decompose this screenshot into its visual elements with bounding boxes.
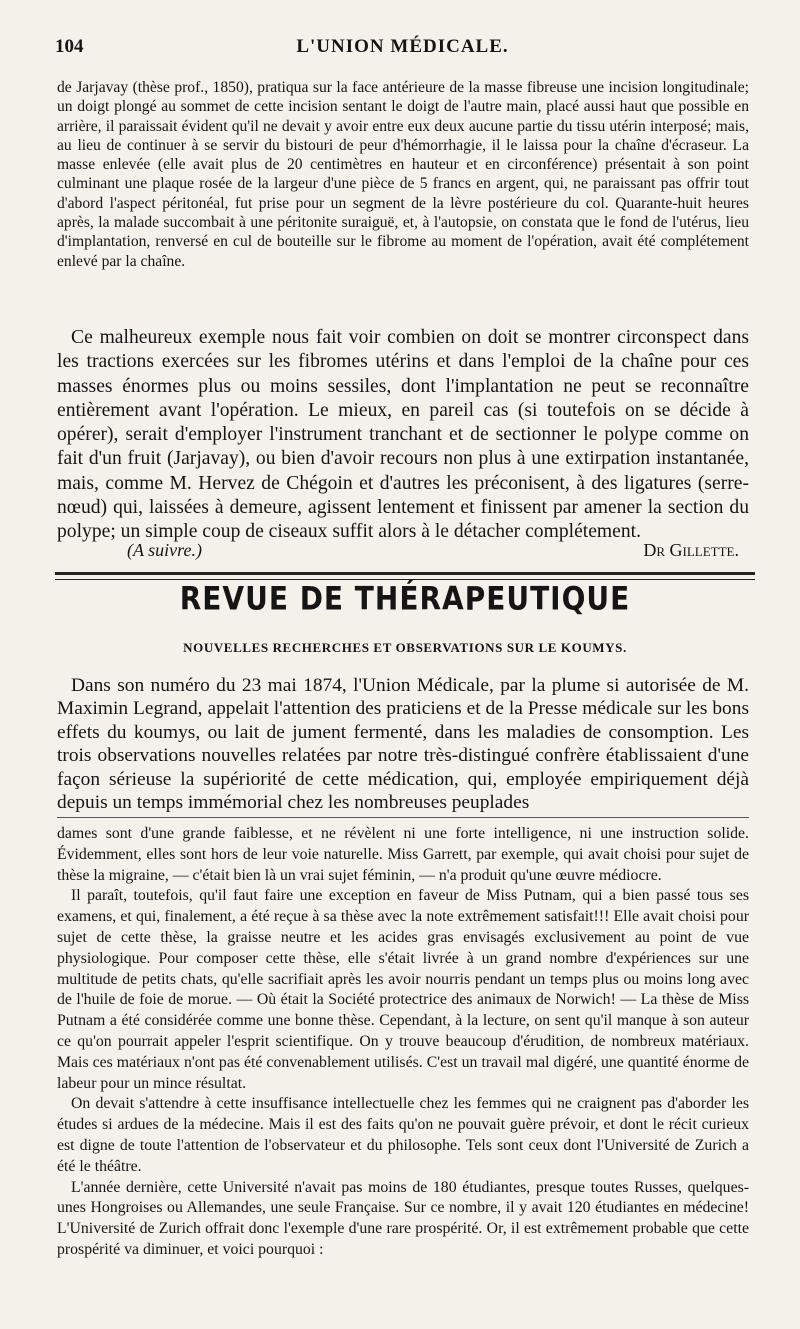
therapeutics-intro (57, 674, 749, 814)
divider-thick (55, 572, 755, 575)
column-separator (57, 817, 749, 818)
feuilleton-text (57, 824, 749, 1261)
article-signature (57, 540, 749, 564)
author-name: Dr Gillette. (643, 540, 739, 560)
to-be-continued: (A suivre.) (127, 540, 202, 560)
article-conclusion (57, 326, 749, 545)
paragraph-feuilleton-3: On devait s'attendre à cette insuffisance intellectuelle chez les femmes qui ne craignent pas d'aborder les études si ardues de la médecine. Mais il est des faits qu'on ne pouvait guère prévoir, et dont le récit curieux est digne de toute l'attention de l'observateur et du philosophe. Tels sont ceux dont l'Université de Zurich a été le théâtre. (57, 1095, 749, 1175)
paragraph-koumys: Dans son numéro du 23 mai 1874, l'Union Médicale, par la plume si autorisée de M. Maximin Legrand, appelait l'attention des praticiens et de la Presse médicale sur les bons effets du koumys, ou lait de jument fermenté, dans les maladies de consomption. Les trois observations nouvelles relatées par notre très-distingué confrère établissaient d'une façon sérieuse la supériorité de cette médication, qui, employée empiriquement déjà depuis un temps immémorial chez les nombreuses peuplades (57, 675, 749, 814)
journal-title: L'UNION MÉDICALE. (296, 36, 509, 57)
page-header (55, 36, 750, 66)
page-number: 104 (55, 36, 84, 57)
paragraph-feuilleton-1: dames sont d'une grande faiblesse, et ne révèlent ni une forte intelligence, ni une instruction solide. Évidemment, elles sont hors de leur voie naturelle. Miss Garrett, par exemple, qui avait choisi pour sujet de thèse la migraine, — c'était bien là un vrai sujet féminin, — n'a produit qu'une œuvre médiocre. (57, 825, 749, 884)
paragraph-conclusion: Ce malheureux exemple nous fait voir combien on doit se montrer circonspect dans les tractions exercées sur les fibromes utérins et dans l'emploi de la chaîne pour ces masses énormes plus ou moins sessiles, dont l'implantation ne peut se reconnaître entièrement avant l'opération. Le mieux, en pareil cas (si toutefois on se décide à opérer), serait d'employer l'instrument tranchant et de sectionner le polype comme on fait d'un fruit (Jarjavay), ou bien d'avoir recours non plus à une extirpation instantanée, mais, comme M. Hervez de Chégoin et d'autres les préconisent, à des ligatures (serre-nœud) qui, laissées à demeure, agissent lentement et finissent par amener la section du polype; un simple coup de ciseaux suffit alors à le détacher complétement. (57, 327, 749, 543)
section-subtitle: NOUVELLES RECHERCHES ET OBSERVATIONS SUR LE KOUMYS. (183, 640, 627, 655)
paragraph-jarjavay: de Jarjavay (thèse prof., 1850), pratiqua sur la face antérieure de la masse fibreuse une incision longitudinale; un doigt plongé au sommet de cette incision sentant le doigt de l'autre main, placé aussi haut que possible en arrière, il paraissait évident qu'il ne devait y avoir entre eux deux aucune partie du tissu utérin interposé; mais, au lieu de continuer à se servir du bistouri de peur d'hémorrhagie, il le laissa pour la chaîne d'écraseur. La masse enlevée (elle avait plus de 20 centimètres en hauteur et en circonférence) présentait à son point culminant une plaque rosée de la largeur d'une pièce de 5 francs en argent, qui, ne paraissant pas offrir tout d'abord l'aspect péritonéal, fut prise pour un segment de la lèvre postérieure du col. Quarante-huit heures après, la malade succombait à une péritonite suraiguë, et, à l'autopsie, on constata que le fond de l'utérus, lieu d'implantation, renversé en cul de bouteille sur le fibrome au moment de l'opération, avait été complétement enlevé par la chaîne. (57, 79, 749, 270)
article-continuation (57, 78, 749, 271)
paragraph-feuilleton-2: Il paraît, toutefois, qu'il faut faire une exception en faveur de Miss Putnam, qui a bien passé tous ses examens, et qui, finalement, a été reçue à sa thèse avec la note extrêmement satisfait!!! Elle avait choisi pour sujet de cette thèse, la graisse neutre et les acides gras envisagés exclusivement au point de vue physiologique. Pour composer cette thèse, elle s'était livrée à un grand nombre d'expériences sur une multitude de petits chats, qu'elle sacrifiait après les avoir nourris pendant un temps plus ou moins long avec de l'huile de foie de morue. — Où était la Société protectrice des animaux de Norwich! — La thèse de Miss Putnam a été considérée comme une bonne thèse. Cependant, à la lecture, on sent qu'il manque à son auteur ce qu'on pourrait appeler l'esprit scientifique. On y trouve beaucoup d'érudition, de nombreux matériaux. Mais ces matériaux n'ont pas été convenablement utilisés. C'est un travail mal digéré, une quantité énorme de labeur pour un mince résultat. (57, 887, 749, 1092)
paragraph-feuilleton-4: L'année dernière, cette Université n'avait pas moins de 180 étudiantes, presque toutes Russes, quelques-unes Hongroises ou Allemandes, une seule Française. Sur ce nombre, il y avait 120 étudiantes en médecine! L'Université de Zurich offrait donc l'exemple d'une rare prospérité. Or, il est extrêmement probable que cette prospérité va diminuer, et voici pourquoi : (57, 1178, 749, 1258)
section-title: REVUE DE THÉRAPEUTIQUE (179, 579, 631, 618)
